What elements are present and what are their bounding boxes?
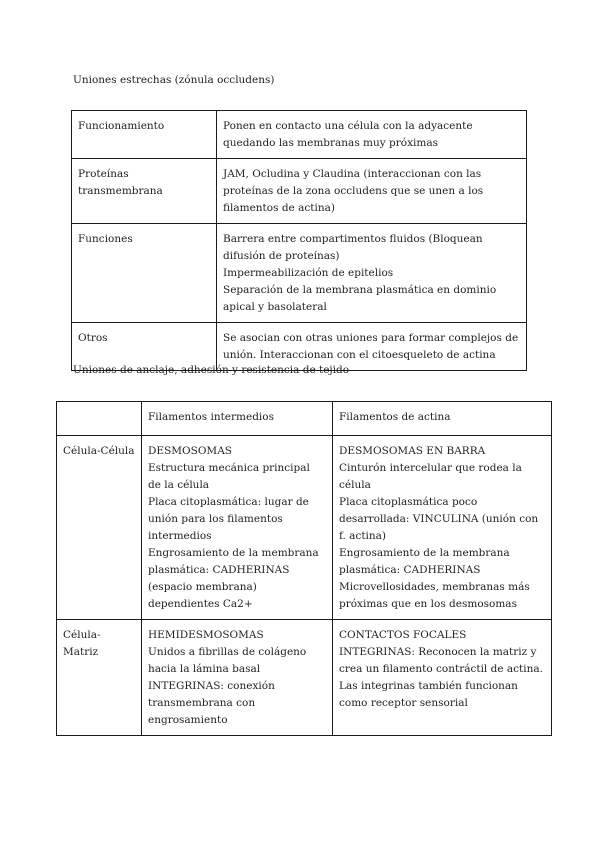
cell-line: DESMOSOMAS EN BARRA (339, 445, 486, 457)
anchoring-junctions-table (56, 401, 552, 736)
cell-line: Unidos a fibrillas de colágeno hacia la lámina basal (148, 646, 307, 675)
cell-line: Cinturón intercelular que rodea la célula (339, 462, 522, 491)
cell-line: Barrera entre compartimentos fluidos (Bloquean difusión de proteínas) (223, 233, 483, 262)
cell-line: Ponen en contacto una célula con la adyacente quedando las membranas muy próximas (223, 120, 473, 149)
section2-title: Uniones de anclaje, adhesión y resistencia de tejido (73, 364, 350, 376)
section1-title: Uniones estrechas (zónula occludens) (73, 74, 275, 86)
row-value (217, 224, 527, 323)
row-label: Funciones (72, 224, 217, 323)
cell-line: Impermeabilización de epitelios (223, 267, 394, 279)
actina-cell (333, 620, 552, 736)
cell-line: Estructura mecánica principal de la célula (148, 462, 310, 491)
cell-line: Se asocian con otras uniones para formar complejos de unión. Interaccionan con el citoesqueleto de actina (223, 332, 519, 361)
actina-cell (333, 436, 552, 620)
cell-line: CONTACTOS FOCALES (339, 629, 467, 641)
cell-line: Placa citoplasmática poco desarrollada: VINCULINA (unión con f. actina) (339, 496, 539, 542)
row-label: Proteínas transmembrana (72, 159, 217, 224)
intermedios-cell (142, 620, 333, 736)
table-row (72, 111, 527, 159)
cell-line: JAM, Ocludina y Claudina (interaccionan con las proteínas de la zona occludens que se unen a los filamentos de actina) (223, 168, 484, 214)
table-row (57, 436, 552, 620)
tight-junctions-table (71, 110, 527, 371)
cell-line: HEMIDESMOSOMAS (148, 629, 264, 641)
cell-line: Separación de la membrana plasmática en dominio apical y basolateral (223, 284, 497, 313)
row-value (217, 159, 527, 224)
intermedios-cell (142, 436, 333, 620)
cell-line: Engrosamiento de la membrana plasmática: CADHERINAS (339, 547, 510, 576)
row-label: Otros (72, 323, 217, 371)
cell-line: DESMOSOMAS (148, 445, 232, 457)
table-header-row (57, 402, 552, 436)
row-label: Célula-Matriz (57, 620, 142, 736)
table-row (72, 224, 527, 323)
row-label: Funcionamiento (72, 111, 217, 159)
header-cell-empty (57, 402, 142, 436)
header-cell-actina: Filamentos de actina (333, 402, 552, 436)
table-row (57, 620, 552, 736)
row-value (217, 111, 527, 159)
cell-line: INTEGRINAS: Reconocen la matriz y crea un filamento contráctil de actina. (339, 646, 543, 675)
cell-line: INTEGRINAS: conexión transmembrana con engrosamiento (148, 680, 275, 726)
cell-line: Placa citoplasmática: lugar de unión para los filamentos intermedios (148, 496, 309, 542)
cell-line: Microvellosidades, membranas más próximas que en los desmosomas (339, 581, 530, 610)
row-label: Célula-Célula (57, 436, 142, 620)
header-cell-intermedios: Filamentos intermedios (142, 402, 333, 436)
cell-line: Las integrinas también funcionan como receptor sensorial (339, 680, 518, 709)
table-row (72, 159, 527, 224)
cell-line: Engrosamiento de la membrana plasmática: CADHERINAS (espacio membrana) dependientes Ca2+ (148, 547, 319, 610)
